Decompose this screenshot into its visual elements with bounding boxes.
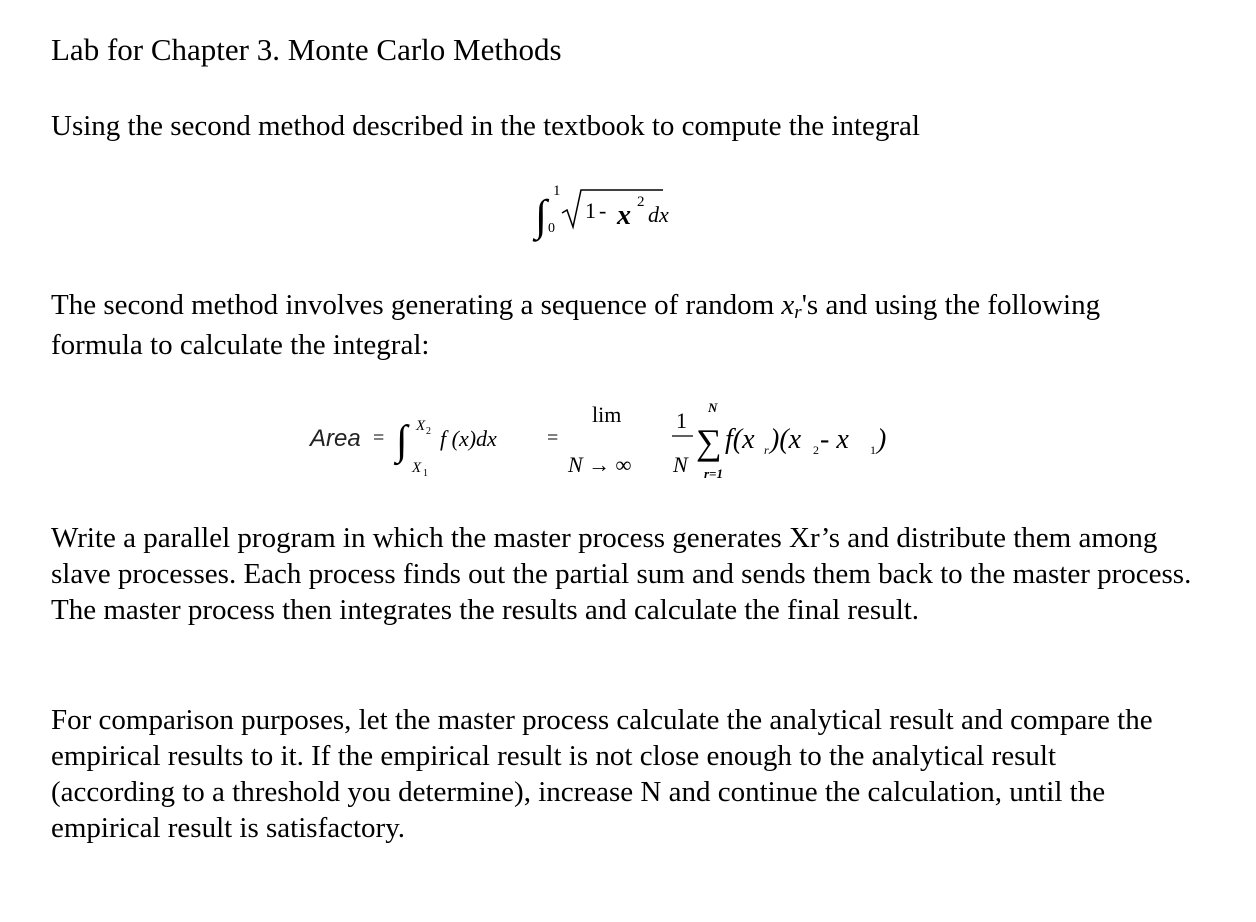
method-variable: x — [781, 289, 795, 321]
summand-close: ) — [877, 424, 887, 455]
fraction-numerator: 1 — [676, 408, 687, 433]
document-title: Lab for Chapter 3. Monte Carlo Methods — [51, 32, 562, 67]
summand-minus-x: - x — [820, 424, 849, 455]
area-label: Area — [310, 425, 361, 452]
radicand-one: 1 — [585, 198, 596, 223]
formula-lower-limit-sub: 1 — [423, 468, 428, 479]
formula-equals: = — [547, 427, 559, 449]
method-text-before: The second method involves generating a sequence of random — [51, 289, 782, 321]
differential: dx — [648, 202, 669, 227]
method-subscript: r — [794, 302, 802, 323]
formula-integral-sign: ∫ — [396, 418, 408, 464]
integral-lower-limit: 0 — [548, 221, 555, 236]
task-paragraph: Write a parallel program in which the master process generates Xr’s and distribute them among slave processes. Each process finds out the partial sum and sends them back to the master process. The master process then integrates the results and calculate the final result. — [51, 522, 1192, 626]
radicand-exponent: 2 — [637, 194, 645, 210]
integral-upper-limit: 1 — [553, 183, 561, 199]
method-text-after: 's and using the following formula to calculate the integral: — [51, 289, 1101, 361]
method-paragraph — [51, 287, 1151, 363]
intro-paragraph: Using the second method described in the textbook to compute the integral — [51, 110, 920, 142]
sum-lower-limit: r=1 — [704, 466, 723, 481]
comparison-paragraph: For comparison purposes, let the master process calculate the analytical result and compare the empirical results to it. If the empirical result is not close enough to the analytical result (according to a threshold you determine), increase N and continue the calculation, until the empirical result is satisfactory. — [51, 704, 1153, 844]
sigma-sign: ∑ — [696, 422, 722, 462]
limit-subscript: N → ∞ — [568, 452, 632, 477]
area-formula-equation — [310, 392, 950, 487]
summand-x2-sub: 2 — [813, 443, 819, 457]
formula-upper-limit-sub: 2 — [426, 426, 431, 437]
summand-sub-r: r — [764, 443, 769, 457]
summand-f: f(x — [725, 424, 755, 455]
formula-lower-limit-var: X — [412, 460, 422, 476]
fraction-denominator: N — [673, 452, 688, 477]
limit-label: lim — [592, 402, 622, 427]
radicand-variable: x — [617, 200, 631, 231]
integral-equation — [535, 180, 725, 250]
area-equals: = — [373, 427, 385, 449]
integral-sign: ∫ — [535, 191, 548, 240]
radicand-minus: - — [599, 198, 607, 223]
summand-mid: )(x — [770, 424, 802, 455]
summand-x1-sub: 1 — [870, 443, 876, 457]
formula-upper-limit-var: X — [416, 418, 426, 434]
formula-integrand: f (x)dx — [440, 426, 497, 451]
sum-upper-limit: N — [708, 400, 718, 415]
